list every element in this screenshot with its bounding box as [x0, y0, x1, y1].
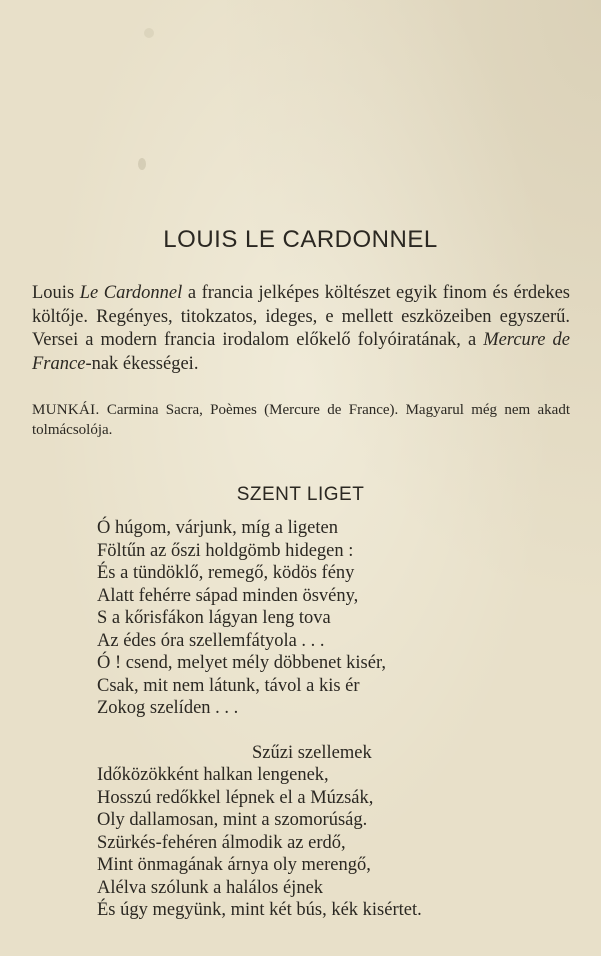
intro-text-3: -nak ékességei.: [85, 353, 199, 374]
poem-line: Ó ! csend, melyet mély döbbenet kisér,: [97, 653, 387, 673]
poem-line: Zokog szelíden . . .: [97, 698, 239, 718]
author-heading: LOUIS LE CARDONNEL: [163, 226, 438, 253]
poem-line: S a kőrisfákon lágyan leng tova: [97, 608, 331, 628]
intro-text-1: Louis: [32, 283, 80, 303]
poem-line: Ó húgom, várjunk, míg a ligeten: [97, 518, 338, 538]
poem-line: Szürkés-fehéren álmodik az erdő,: [97, 832, 346, 853]
poem-line: És úgy megyünk, mint két bús, kék kisértet.: [97, 900, 422, 920]
works-label: MUNKÁI.: [32, 402, 100, 418]
author-name-italic: Le Cardonnel: [79, 283, 183, 303]
poem-line: Szűzi szellemek: [252, 742, 372, 763]
poem-body: [97, 517, 557, 922]
paper-stain: [138, 158, 146, 170]
paper-stain: [144, 28, 154, 38]
works-note: [32, 400, 570, 440]
poem-line: Föltűn az őszi holdgömb hidegen :: [97, 540, 354, 561]
poem-line: És a tündöklő, remegő, ködös fény: [97, 563, 355, 583]
author-intro: [32, 282, 570, 376]
poem-line: Alélva szólunk a halálos éjnek: [97, 877, 324, 898]
poem-line: Alatt fehérre sápad minden ösvény,: [97, 585, 359, 606]
poem-title: SZENT LIGET: [236, 484, 365, 505]
poem-line: Az édes óra szellemfátyola . . .: [97, 630, 325, 651]
poem-line: Oly dallamosan, mint a szomorúság.: [97, 810, 368, 830]
poem-line: Időközökként halkan lengenek,: [97, 765, 329, 785]
poem-line: Hosszú redőkkel lépnek el a Múzsák,: [97, 787, 374, 808]
journal-name-italic: Mercure de France: [32, 330, 570, 374]
works-text: Carmina Sacra, Poèmes (Mercure de France). Magyarul még nem akadt tolmácsolója.: [32, 402, 570, 438]
intro-text-2: a francia jelképes költészet egyik finom és érdekes költője. Regényes, titokzatos, ideges, e mellett eszközeiben egyszerű. Versei a modern francia irodalom előkelő folyóiratának, a: [32, 283, 570, 350]
poem-line: Csak, mit nem látunk, távol a kis ér: [97, 675, 360, 696]
poem-line: Mint önmagának árnya oly merengő,: [97, 855, 371, 875]
